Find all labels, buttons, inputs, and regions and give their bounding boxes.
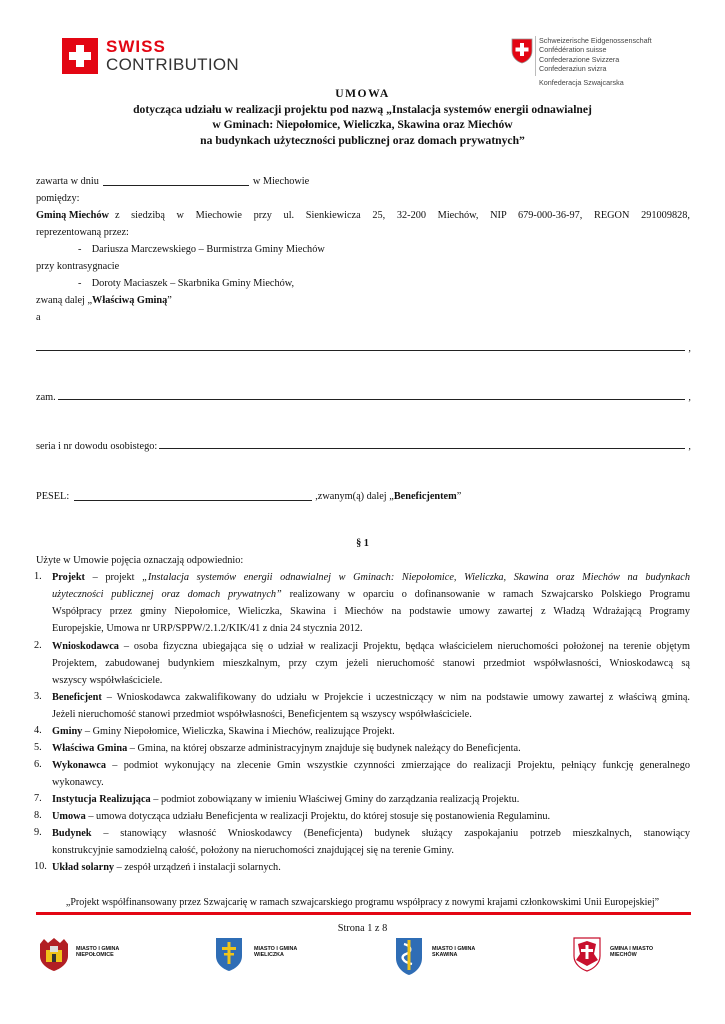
section-lead: Użyte w Umowie pojęcia oznaczają odpowiednio: xyxy=(36,555,244,566)
partner-skawina: MIASTO I GMINA SKAWINA xyxy=(394,934,514,976)
between-label: pomiędzy: xyxy=(36,193,80,204)
logo-text-swiss: SWISS xyxy=(106,37,166,56)
confed-line-pl: Konfederacja Szwajcarska xyxy=(539,77,624,87)
miechow-crest-icon xyxy=(572,936,602,972)
represented-label: reprezentowaną przez: xyxy=(36,227,129,238)
skawina-crest-icon xyxy=(394,934,424,976)
and-label: a xyxy=(36,312,41,323)
party-name: Gminą Miechów xyxy=(36,210,109,221)
party-details: z siedzibą w Miechowie przy ul. Sienkiewicza 25, 32-200 Miechów, NIP 679-000-36-97, REGON 291009828, xyxy=(114,210,690,221)
swiss-contribution-logo xyxy=(62,38,242,78)
partner-niepolomice: MIASTO I GMINA NIEPOŁOMICE xyxy=(36,936,156,976)
called-name: Właściwą Gminą xyxy=(92,295,168,306)
concluded-prefix: zawarta w dniu xyxy=(36,176,99,187)
swiss-coat-of-arms-icon xyxy=(511,38,533,64)
partner-wieliczka: MIASTO I GMINA WIELICZKA xyxy=(214,936,334,976)
list-item: Wnioskodawca – osoba fizyczna ubiegająca się o udział w realizacji Projektu, będąca właścicielem nieruchomości położonej na terenie objętym Projektem, zabudowanej budynkiem mieszkalnym, przy czym jeżeli nieruchomość stanowi przedmiot współwłasności, Wnioskodawcą są wszyscy współwłaściciele. xyxy=(52,641,690,686)
wieliczka-crest-icon xyxy=(214,936,244,972)
list-item: Projekt – projekt „Instalacja systemów energii odnawialnej w Gminach: Niepołomice, Wieliczka, Skawina oraz Miechów na budynkach użyteczności publicznej oraz domach prywatnych” realizowany w oparciu o dofinansowanie w ramach Szwajcarsko Polskiego Programu Współpracy przez gminy Niepołomice, Wieliczka, Skawina i Miechów na podstawie umowy zawartej z Władzą Wdrażającą Programy Europejskie, Umowa nr URP/SPPW/2.1.2/KIK/41 z dnia 24 stycznia 2012. xyxy=(52,572,690,634)
title-line-2: w Gminach: Niepołomice, Wieliczka, Skawina oraz Miechów xyxy=(212,118,513,131)
representative-2: Doroty Maciaszek – Skarbnika Gminy Miechów, xyxy=(91,278,295,289)
beneficiary-name-field[interactable] xyxy=(36,340,685,351)
footer-note: „Projekt współfinansowany przez Szwajcarię w ramach szwajcarskiego programu współpracy z nowymi krajami członkowskimi Unii Europejskiej” xyxy=(65,897,660,908)
confed-line-it: Confederazione Svizzera xyxy=(539,54,620,64)
id-label: seria i nr dowodu osobistego: xyxy=(36,441,158,452)
address-field[interactable] xyxy=(58,389,686,400)
section-heading: § 1 xyxy=(356,538,369,549)
confed-line-de: Schweizerische Eidgenossenschaft xyxy=(539,36,652,45)
pesel-label: PESEL: xyxy=(36,491,70,502)
confed-line-fr: Confédération suisse xyxy=(539,45,607,55)
concluded-suffix: w Miechowie xyxy=(252,176,310,187)
logo-text-contribution: CONTRIBUTION xyxy=(106,55,239,74)
countersign-label: przy kontrasygnacie xyxy=(36,261,120,272)
title-line-1: dotycząca udziału w realizacji projektu pod nazwą „Instalacja systemów energii odnawialnej xyxy=(133,102,592,116)
address-label: zam. xyxy=(36,392,56,403)
date-field[interactable] xyxy=(103,175,249,186)
pesel-field[interactable] xyxy=(74,490,312,501)
footer-red-rule xyxy=(36,912,691,915)
list-item: Gminy – Gminy Niepołomice, Wieliczka, Skawina i Miechów, realizujące Projekt. xyxy=(52,726,395,737)
beneficiary-term: Beneficjentem xyxy=(393,491,457,502)
document-title: UMOWA xyxy=(335,87,390,100)
list-item: Budynek – stanowiący własność Wnioskodawcy (Beneficjenta) budynek służący zaspokajaniu potrzeb mieszkalnych, stanowiący konstrukcyjnie samodzielną całość, położony na nieruchomości znajdującej się na terenie Gminy. xyxy=(52,828,690,856)
list-item: Układ solarny – zespół urządzeń i instalacji solarnych. xyxy=(52,862,281,873)
list-item: Instytucja Realizująca – podmiot zobowiązany w imieniu Właściwej Gminy do zarządzania realizacją Projektu. xyxy=(52,794,520,805)
list-item: Beneficjent – Wnioskodawca zakwalifikowany do udziału w Projekcie i uczestniczący w nim na podstawie umowy zawartej z właściwą gminą. Jeżeli nieruchomość stanowi przedmiot współwłasności, Beneficjentem są wszyscy współwłaściciele. xyxy=(52,692,690,720)
representative-1: Dariusza Marczewskiego – Burmistrza Gminy Miechów xyxy=(91,244,325,255)
page-number: Strona 1 z 8 xyxy=(337,923,388,934)
id-number-field[interactable] xyxy=(159,438,685,449)
title-line-3: na budynkach użyteczności publicznej oraz domach prywatnych” xyxy=(200,133,525,147)
niepolomice-crest-icon xyxy=(36,936,72,972)
list-item: Wykonawca – podmiot wykonujący na zlecenie Gmin wszystkie czynności zmierzające do realizacji Projektu, pełniący funkcję generalnego wykonawcy. xyxy=(52,760,690,788)
list-item: Właściwa Gmina – Gmina, na której obszarze administracyjnym znajduje się budynek należący do Beneficjenta. xyxy=(52,743,521,754)
partner-miechow: GMINA I MIASTO MIECHÓW xyxy=(572,936,692,976)
swiss-flag-icon xyxy=(62,38,98,74)
list-item: Umowa – umowa dotycząca udziału Beneficjenta w realizacji Projektu, do której stosuje się postanowienia Regulaminu. xyxy=(52,811,551,822)
confed-line-rm: Confederaziun svizra xyxy=(539,64,607,74)
